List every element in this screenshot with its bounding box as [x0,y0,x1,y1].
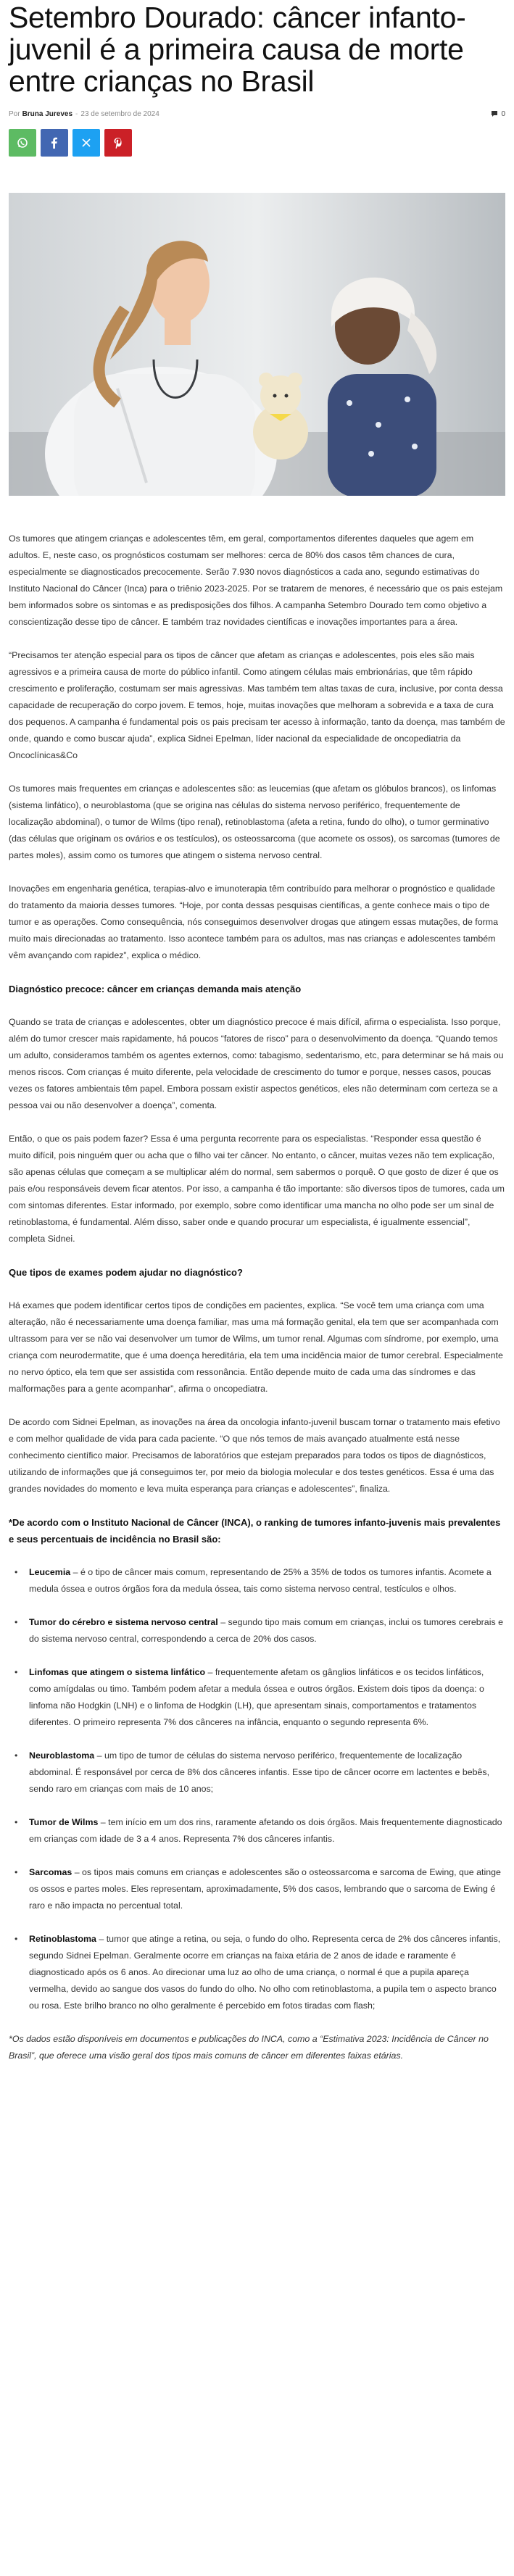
list-text: – é o tipo de câncer mais comum, representando de 25% a 35% de todos os tumores infantis. Acomete a medula óssea e outros órgãos fora da medula óssea, tais como sistema nervoso central, testículos e olhos. [29,1567,492,1594]
section-heading: Que tipos de exames podem ajudar no diagnóstico? [9,1267,243,1278]
list-text: – tumor que atinge a retina, ou seja, o fundo do olho. Representa cerca de 2% dos cânceres infantis, segundo Sidnei Epelman. Geralmente ocorre em crianças na faixa etária de 2 anos de idade e raramente é diagnosticado após os 6 anos. Ao direcionar uma luz ao olho de uma criança, o normal é que a pupila apareça vermelha, devido ao sangue dos vasos do fundo do olho. No olho com retinoblastoma, a pupila tem o aspecto branco ou rosa. Este brilho branco no olho geralmente é percebido em fotos tiradas com flash; [29,1934,501,2011]
comment-icon [491,110,498,117]
bullet-icon: • [14,1617,18,1627]
list-text: – um tipo de tumor de células do sistema nervoso periférico, frequentemente de localização abdominal. É responsável por cerca de 8% dos cânceres infantis. Esse tipo de câncer ocorre em lactentes e bebês, sendo raro em crianças com mais de 10 anos; [29,1750,490,1794]
author-link[interactable]: Bruna Jureves [22,109,73,118]
paragraph: Há exames que podem identificar certos tipos de condições em pacientes, explica. “Se você tem uma criança com uma alteração, não é necessariamente uma doença familiar, mas uma má formação genital, ela tem que ser acompanhada com ultrassom para ver se não vai desenvolver um tumor de Wilms, um tumor renal. Algumas com síndrome, por exemplo, uma criança com neurodermatite, que é uma doença hereditária, ela tem uma incidência maior de tumor cerebral. Especialmente no nervo óptico, ela tem que ser assistida com ressonância. Então depende muito de cada uma das síndromes e das malformações para a gente acompanhar”, afirma o oncopediatra. [9,1300,503,1394]
list-term: Tumor do cérebro e sistema nervoso central [29,1617,218,1627]
by-label: Por [9,109,20,118]
whatsapp-icon [17,137,28,149]
bullet-icon: • [14,1817,18,1827]
bullet-icon: • [14,1867,18,1877]
paragraph: Quando se trata de crianças e adolescentes, obter um diagnóstico precoce é mais difícil, afirma o especialista. Isso porque, além do tumor crescer mais rapidamente, há poucos “fatores de risco” para o desenvolvimento da doença. “Quando temos um adulto, consideramos também os agentes externos, como: tabagismo, sedentarismo, etc, para determinar se há mais ou menos riscos. Com crianças é muito diferente, pela velocidade de crescimento do tumor e porque, nesses casos, poucas vezes os fatores ambientais têm papel. Embora possam existir aspectos genéticos, eles não determinam com certeza se a pessoa vai ou não desenvolver a doença”, comenta. [9,1017,504,1110]
share-x-button[interactable] [72,129,100,157]
pinterest-icon [113,137,123,149]
comments-link[interactable] [491,110,505,118]
share-buttons [9,129,505,157]
bullet-icon: • [14,1567,18,1577]
share-pinterest-button[interactable] [104,129,132,157]
list-term: Neuroblastoma [29,1750,95,1761]
list-item [9,1931,505,2014]
list-text: – tem início em um dos rins, raramente afetando os dois órgãos. Mais frequentemente diagnosticado em crianças com idade de 3 a 4 anos. Representa 7% dos cânceres infantis. [29,1817,502,1844]
list-term: Sarcomas [29,1867,72,1877]
hero-illustration [9,193,505,496]
publish-date: 23 de setembro de 2024 [80,109,159,118]
x-icon [82,138,91,147]
list-item [9,1864,505,1914]
article-body [9,531,505,2064]
meta-separator: - [75,109,78,118]
list-text: – segundo tipo mais comum em crianças, inclui os tumores cerebrais e do sistema nervoso central, correspondendo a cerca de 20% dos casos. [29,1617,503,1644]
paragraph: Então, o que os pais podem fazer? Essa é uma pergunta recorrente para os especialistas. “Responder essa questão é muito difícil, pois ninguém quer ou acha que o filho vai ter câncer. No entanto, o câncer, muitas vezes não tem explicação, são apenas células que começam a se multiplicar além do normal, sem sabermos o porquê. O que gosto de dizer é que os pais e/ou responsáveis devem ficar atentos. Por isso, a campanha é tão importante: são diversos tipos de tumores, cada um com sintomas diferentes. Estar informado, por exemplo, sobre como identificar uma mancha no olho pode ser um sinal de retinoblastoma, é fundamental. Além disso, saber onde e quando procurar um especialista, é igualmente essencial”, completa Sidnei. [9,1134,505,1244]
list-item [9,1748,505,1798]
bullet-icon: • [14,1934,18,1944]
paragraph: Inovações em engenharia genética, terapias-alvo e imunoterapia têm contribuído para melhorar o prognóstico e qualidade do tratamento da maioria desses tumores. “Hoje, por conta dessas pesquisas científicas, a gente conhece mais o tipo de tumor e as operações. Como consequência, nós conseguimos desenvolver drogas que atingem essas mutações, de forma muito mais direcionadas ao tratamento. Isso acontece também para os adultos, mas nas crianças e adolescentes também vêm avançando com rapidez”, explica o médico. [9,884,498,960]
paragraph: Os tumores que atingem crianças e adolescentes têm, em geral, comportamentos diferentes daqueles que agem em adultos. E, neste caso, os prognósticos costumam ser melhores: cerca de 80% dos casos têm chances de cura, especialmente se diagnosticados precocemente. Serão 7.930 novos diagnósticos a cada ano, segundo estimativas do Instituto Nacional do Câncer (Inca) para o triênio 2023-2025. Por se tratarem de menores, é necessário que os pais estejam bem informados sobre os sintomas e as predisposições dos filhos. A campanha Setembro Dourado tem como objetivo a conscientização desse tipo de câncer. E também traz novidades científicas e inovações importantes para a área. [9,533,503,627]
article-title: Setembro Dourado: câncer infanto-juvenil é a primeira causa de morte entre crianças no Brasil [9,1,466,98]
list-intro: *De acordo com o Instituto Nacional de Câncer (INCA), o ranking de tumores infanto-juvenis mais prevalentes e seus percentuais de incidência no Brasil são: [9,1517,501,1545]
share-facebook-button[interactable] [41,129,68,157]
list-term: Retinoblastoma [29,1934,96,1944]
paragraph: De acordo com Sidnei Epelman, as inovações na área da oncologia infanto-juvenil buscam tornar o tratamento mais efetivo e com melhor qualidade de vida para cada paciente. “O que nós temos de mais avançado atualmente está nesse conhecimento científico maior. Precisamos de laboratórios que estejam preparados para todos os tipos de diagnósticos, utilizando de informações que já conseguimos ter, por meio da biologia molecular e dos testes genéticos. Essa é uma das grandes novidades do momento e leva muita esperança para crianças e adolescentes”, finaliza. [9,1417,500,1494]
tumor-list [9,1564,505,2014]
list-term: Tumor de Wilms [29,1817,99,1827]
section-heading: Diagnóstico precoce: câncer em crianças demanda mais atenção [9,984,302,994]
list-item [9,1564,505,1597]
hero-image [9,193,505,496]
list-text: – frequentemente afetam os gânglios linfáticos e os tecidos linfáticos, como amígdalas ou timo. Também podem afetar a medula óssea e outros órgãos. Existem dois tipos da doença: o linfoma não Hodgkin (LNH) e o linfoma de Hodgkin (LH), que apresentam sinais, comportamentos e tratamentos diferentes. O primeiro representa 7% dos cânceres na infância, enquanto o segundo representa 6%. [29,1667,484,1727]
share-whatsapp-button[interactable] [9,129,36,157]
list-term: Linfomas que atingem o sistema linfático [29,1667,206,1677]
list-term: Leucemia [29,1567,71,1577]
paragraph: “Precisamos ter atenção especial para os tipos de câncer que afetam as crianças e adolescentes, pois eles são mais agressivos e a primeira causa de morte do público infantil. Como atingem células mais embrionárias, que têm rápido crescimento e proliferação, costumam ser mais agressivas. Mas também tem altas taxas de cura, inclusive, por conta dessa capacidade de recuperação do corpo jovem. E temos, hoje, muitas inovações que melhoram a sobrevida e a taxa de cura dos pequenos. A campanha é fundamental pois os pais precisam ter acesso à informação, tanto da doença, mas também de onde, quando e como buscar ajuda”, explica Sidnei Epelman, líder nacional da especialidade de oncopediatria da Oncoclínicas&Co [9,650,505,760]
paragraph: Os tumores mais frequentes em crianças e adolescentes são: as leucemias (que afetam os glóbulos brancos), os linfomas (sistema linfático), o neuroblastoma (que se origina nas células do sistema nervoso periférico, frequentemente de localização abdominal), o tumor de Wilms (tipo renal), retinoblastoma (afeta a retina, fundo do olho), o tumor germinativo (das células que originam os ovários e os testículos), os osteossarcoma (que acomete os ossos), os sarcomas (tumores de partes moles), assim como os tumores que atingem o sistema nervoso central. [9,784,500,860]
source-note: *Os dados estão disponíveis em documentos e publicações do INCA, como a “Estimativa 2023: Incidência de Câncer no Brasil”, que oferece uma visão geral dos tipos mais comuns de câncer em diferentes faixas etárias. [9,2034,489,2061]
bullet-icon: • [14,1667,18,1677]
comments-count: 0 [501,109,505,118]
list-item [9,1664,505,1731]
list-item [9,1614,505,1648]
article-meta [9,109,505,119]
bullet-icon: • [14,1750,18,1761]
list-item [9,1814,505,1848]
facebook-icon [50,137,59,149]
list-text: – os tipos mais comuns em crianças e adolescentes são o osteossarcoma e sarcoma de Ewing, que atinge os ossos e partes moles. Eles representam, aproximadamente, 5% dos casos, lembrando que o sarcoma de Ewing é raro e não impacta no percentual total. [29,1867,501,1911]
